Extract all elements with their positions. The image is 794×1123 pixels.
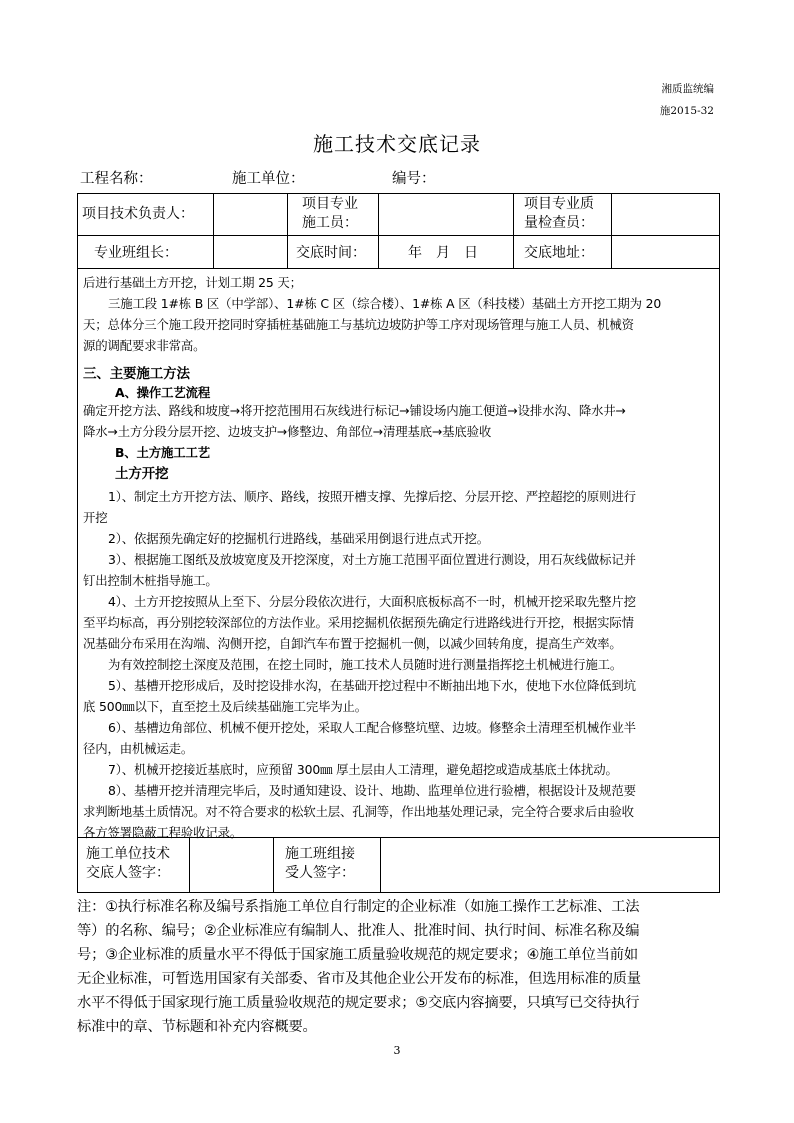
pro-worker-label: 项目专业 施工员： [302, 196, 358, 231]
project-name-label: 工程名称： [80, 171, 153, 187]
column-divider [287, 194, 288, 268]
column-divider [513, 194, 514, 268]
note-line: 等）的名称、编号；②企业标准应有编制人、批准人、批准时间、执行时间、标准名称及编 [77, 923, 640, 939]
content-line: 开挖 [83, 510, 108, 525]
subsection-heading: A、操作工艺流程 [115, 385, 211, 400]
content-line: 各方签署隐蔽工程验收记录。 [83, 825, 243, 840]
footnote [77, 895, 720, 1039]
team-signer-label: 施工班组接 受人签字： [285, 846, 355, 881]
content-line: 确定开挖方法、路线和坡度→将开挖范围用石灰线进行标记→铺设场内施工便道→设排水沟、降水井→ [83, 403, 626, 418]
content-line: 底 500㎜以下，直至挖土及后续基础施工完毕为止。 [83, 699, 368, 714]
column-divider [611, 194, 612, 268]
tech-lead-label: 项目技术负责人： [82, 206, 194, 222]
column-divider [189, 838, 190, 892]
note-line: 水平不得低于国家现行施工质量验收规范的规定要求；⑤交底内容摘要，只填写已交待执行 [77, 995, 640, 1011]
column-divider [273, 838, 274, 892]
subsection-heading: B、土方施工工艺 [115, 445, 210, 460]
disclosure-time-label: 交底时间： [296, 245, 366, 261]
content-line: 天；总体分三个施工段开挖同时穿插桩基础施工与基坑边坡防护等工序对现场管理与施工人员、机械资 [83, 317, 634, 332]
form-code-line-1: 湘质监统编 [661, 83, 714, 95]
content-line: 2）、依据预先确定好的挖掘机行进路线，基础采用倒退行进点式开挖。 [108, 531, 489, 546]
unit-signer-label: 施工单位技术 交底人签字： [86, 846, 170, 881]
note-line: 标准中的章、节标题和补充内容概要。 [77, 1019, 317, 1035]
disclosure-place-label: 交底地址： [524, 245, 594, 261]
disclosure-content [83, 272, 715, 843]
content-line: 7）、机械开挖接近基底时，应预留 300㎜ 厚土层由人工清理，避免超挖或造成基底土体扰动。 [108, 762, 618, 777]
page-number: 3 [393, 1044, 401, 1057]
content-line: 况基础分布采用在沟端、沟侧开挖，自卸汽车布置于挖掘机一侧，以减少回转角度，提高生产效率。 [83, 636, 622, 651]
note-line: 无企业标准，可暂选用国家有关部委、省市及其他企业公开发布的标准，但选用标准的质量 [77, 971, 641, 987]
content-line: 至平均标高，再分别挖较深部位的方法作业。采用挖掘机依据预先确定行进路线进行开挖，根据实际情 [83, 615, 634, 630]
page-title: 施工技术交底记录 [313, 132, 481, 156]
disclosure-table [77, 193, 720, 838]
content-line: 三施工段 1#栋 B 区（中学部）、1#栋 C 区（综合楼）、1#栋 A 区（科技楼）基础土方开挖工期为 20 [108, 296, 662, 311]
content-line: 1）、制定土方开挖方法、顺序、路线，按照开槽支撑、先撑后挖、分层开挖、严控超挖的原则进行 [108, 489, 636, 504]
content-line: 6）、基槽边角部位、机械不便开挖处，采取人工配合修整坑壁、边坡。修整余土清理至机械作业半 [108, 720, 636, 735]
content-line: 源的调配要求非常高。 [83, 338, 206, 353]
team-leader-label: 专业班组长： [94, 245, 178, 261]
note-line: 号；③企业标准的质量水平不得低于国家施工质量验收规范的规定要求；④施工单位当前如 [77, 947, 638, 963]
section-heading: 三、主要施工方法 [83, 366, 190, 382]
disclosure-date-value: 年 月 日 [408, 245, 478, 261]
content-line: 钉出控制木桩指导施工。 [83, 573, 218, 588]
column-divider [380, 838, 381, 892]
quality-inspector-label: 项目专业质 量检查员： [524, 196, 594, 231]
content-line: 5）、基槽开挖形成后，及时挖设排水沟，在基础开挖过程中不断抽出地下水，使地下水位降低到坑 [108, 678, 636, 693]
number-label: 编号： [392, 171, 436, 187]
construction-unit-label: 施工单位： [232, 171, 305, 187]
row-divider [78, 268, 719, 269]
content-line: 后进行基础土方开挖，计划工期 25 天； [83, 275, 302, 290]
content-line: 4）、土方开挖按照从上至下、分层分段依次进行，大面积底板标高不一时，机械开挖采取先整片挖 [108, 594, 636, 609]
content-line: 8）、基槽开挖并清理完毕后，及时通知建设、设计、地勘、监理单位进行验槽，根据设计及规范要 [108, 783, 636, 798]
note-line: 注：①执行标准名称及编号系指施工单位自行制定的企业标准（如施工操作工艺标准、工法 [77, 899, 640, 915]
content-line: 为有效控制挖土深度及范围，在挖土同时，施工技术人员随时进行测量指挥挖土机械进行施工。 [108, 657, 623, 672]
content-line: 3）、根据施工图纸及放坡宽度及开挖深度，对土方施工范围平面位置进行测设，用石灰线做标记并 [108, 552, 636, 567]
column-divider [213, 194, 214, 268]
content-line: 降水→土方分段分层开挖、边坡支护→修整边、角部位→清理基底→基底验收 [83, 424, 492, 439]
column-divider [378, 194, 379, 268]
content-line: 求判断地基土质情况。对不符合要求的松软土层、孔洞等，作出地基处理记录，完全符合要求后由验收 [83, 804, 634, 819]
subsection-title: 土方开挖 [115, 466, 169, 482]
row-divider [78, 235, 719, 236]
content-line: 径内，由机械运走。 [83, 741, 194, 756]
signature-table [77, 837, 720, 893]
form-code-line-2: 施2015-32 [659, 105, 714, 117]
